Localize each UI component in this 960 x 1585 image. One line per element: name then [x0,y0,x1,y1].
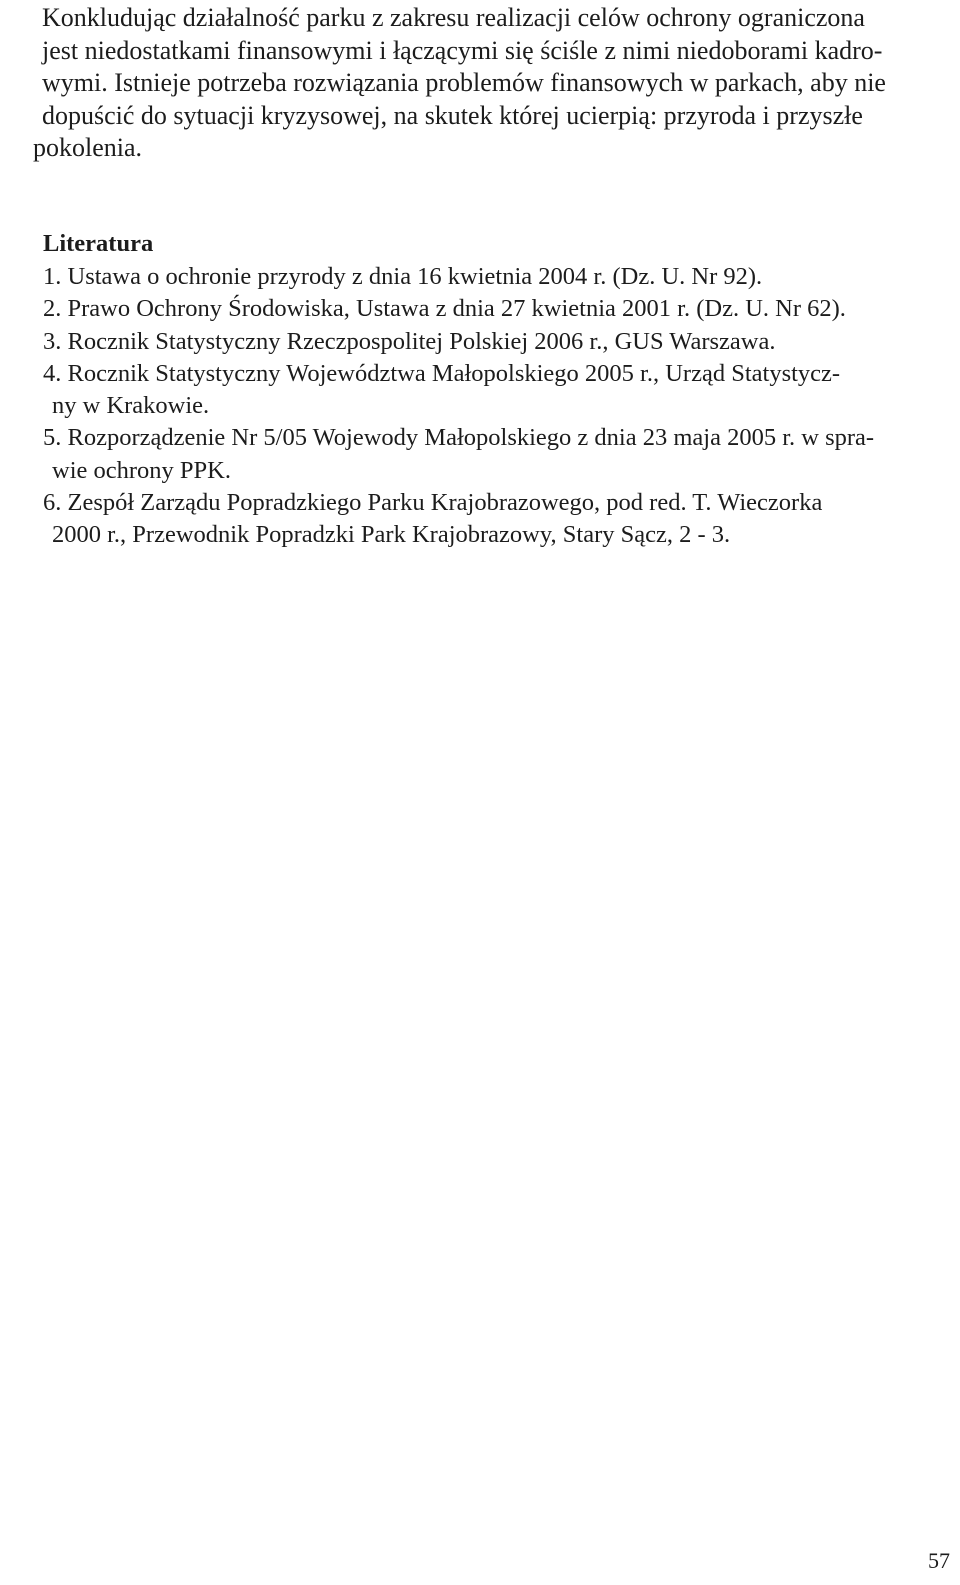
paragraph-line: wymi. Istnieje potrzeba rozwiązania problemów finansowych w parkach, aby nie [42,68,886,97]
reference-number: 4. [43,359,62,387]
reference-text: Rozporządzenie Nr 5/05 Wojewody Małopolskiego z dnia 23 maja 2005 r. w spra- [67,424,875,452]
reference-text-continuation: wie ochrony PPK. [52,456,231,484]
literature-heading: Literatura [43,230,154,257]
reference-text: Rocznik Statystyczny Województwa Małopolskiego 2005 r., Urząd Statystycz- [67,359,841,387]
reference-item-3 [33,326,951,358]
reference-text: Rocznik Statystyczny Rzeczpospolitej Polskiej 2006 r., GUS Warszawa. [67,327,776,355]
paragraph-line: jest niedostatkami finansowymi i łączącymi się ściśle z nimi niedoborami kadro- [42,35,883,65]
reference-text: Zespół Zarządu Popradzkiego Parku Krajobrazowego, pod red. T. Wieczorka [67,489,823,517]
reference-number: 2. [43,295,62,323]
reference-item-2 [33,293,951,325]
reference-number: 3. [43,327,62,355]
reference-text: Prawo Ochrony Środowiska, Ustawa z dnia 27 kwietnia 2001 r. (Dz. U. Nr 62). [67,295,846,323]
reference-number: 5. [43,424,62,452]
reference-item-4 [33,358,951,423]
reference-item-6 [33,487,951,552]
reference-text-continuation: 2000 r., Przewodnik Popradzki Park Krajobrazowy, Stary Sącz, 2 - 3. [52,521,731,549]
paragraph-line: Konkludując działalność parku z zakresu realizacji celów ochrony ograniczona [42,3,865,32]
reference-item-5 [33,422,951,487]
paragraph-line: pokolenia. [33,133,143,162]
page-number: 57 [928,1548,950,1573]
reference-list [33,261,951,552]
reference-number: 1. [43,263,62,290]
reference-item-1 [33,261,951,293]
paragraph-line: dopuścić do sytuacji kryzysowej, na skutek której ucierpią: przyroda i przyszłe [42,100,863,130]
reference-text: Ustawa o ochronie przyrody z dnia 16 kwietnia 2004 r. (Dz. U. Nr 92). [67,263,763,290]
conclusion-paragraph [33,2,951,165]
reference-text-continuation: ny w Krakowie. [52,392,210,420]
reference-number: 6. [43,489,62,517]
